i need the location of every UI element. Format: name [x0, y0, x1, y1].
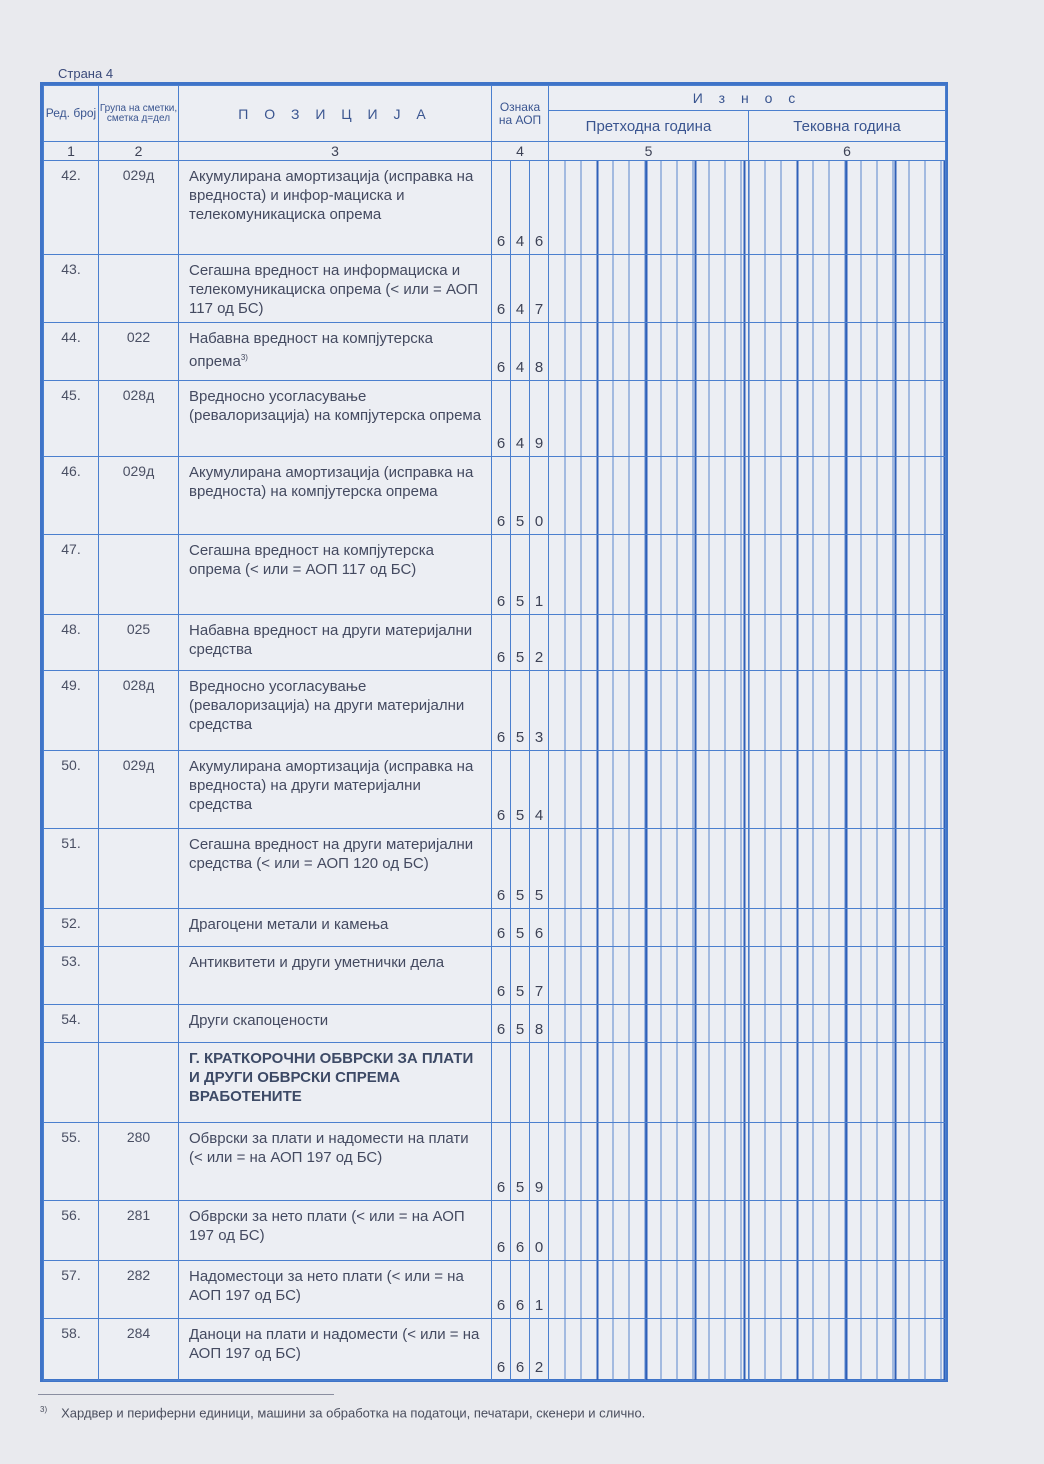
aop-code	[492, 255, 549, 323]
previous-year-amount-field[interactable]	[549, 1043, 749, 1123]
position-label	[179, 1123, 492, 1201]
current-year-amount-field[interactable]	[749, 161, 946, 255]
aop-digit: 5	[511, 909, 530, 946]
previous-year-amount-field[interactable]	[549, 1261, 749, 1319]
aop-digit: 2	[534, 1359, 544, 1376]
previous-year-amount-field[interactable]	[549, 1123, 749, 1201]
aop-digit: 5	[534, 887, 544, 904]
header-number-4: 4	[492, 142, 549, 161]
previous-year-amount-field[interactable]	[549, 615, 749, 671]
position-label	[179, 323, 492, 381]
aop-digits	[492, 1123, 548, 1200]
aop-digit: 9	[534, 435, 544, 452]
row-number: 54.	[44, 1005, 99, 1043]
aop-digit: 8	[534, 359, 544, 376]
aop-digit	[511, 1043, 530, 1122]
aop-code	[492, 1043, 549, 1123]
row-number: 52.	[44, 909, 99, 947]
header-number-3: 3	[179, 142, 492, 161]
account-group: 025	[99, 615, 179, 671]
row-number: 42.	[44, 161, 99, 255]
aop-digit: 7	[534, 983, 544, 1000]
previous-year-amount-field[interactable]	[549, 671, 749, 751]
aop-digit: 6	[534, 233, 544, 250]
aop-digits	[492, 381, 548, 456]
position-text: Други скапоцености	[189, 1012, 329, 1029]
footnote-divider	[38, 1394, 334, 1395]
account-group: 282	[99, 1261, 179, 1319]
position-label	[179, 615, 492, 671]
previous-year-amount-field[interactable]	[549, 457, 749, 535]
aop-digit: 4	[511, 161, 530, 254]
aop-digit: 6	[492, 381, 511, 456]
table-row	[44, 535, 946, 615]
row-number: 53.	[44, 947, 99, 1005]
position-text: Г. КРАТКОРОЧНИ ОБВРСКИ ЗА ПЛАТИ И ДРУГИ ОБВРСКИ СПРЕМА ВРАБОТЕНИТЕ	[189, 1050, 474, 1105]
account-group	[99, 947, 179, 1005]
current-year-amount-field[interactable]	[749, 255, 946, 323]
position-text: Акумулирана амортизација (исправка на вредноста) на други материјални средства	[189, 758, 474, 813]
current-year-amount-field[interactable]	[749, 909, 946, 947]
account-group	[99, 535, 179, 615]
aop-digits	[492, 1005, 548, 1042]
aop-code	[492, 909, 549, 947]
aop-digit: 5	[511, 457, 530, 534]
aop-digit: 5	[511, 1123, 530, 1200]
table-row	[44, 1005, 946, 1043]
aop-code	[492, 1201, 549, 1261]
header-current-year: Тековна година	[749, 111, 946, 142]
aop-code	[492, 947, 549, 1005]
aop-digits	[492, 909, 548, 946]
table-row	[44, 1123, 946, 1201]
table-row	[44, 1043, 946, 1123]
position-text: Надоместоци за нето плати (< или = на АОП 197 од БС)	[189, 1268, 464, 1304]
table-row	[44, 829, 946, 909]
aop-code	[492, 1123, 549, 1201]
header-row-number: Ред. број	[44, 86, 99, 142]
header-number-1: 1	[44, 142, 99, 161]
aop-digit: 5	[511, 751, 530, 828]
aop-digit: 6	[492, 323, 511, 380]
footnote-reference: 3)	[240, 353, 248, 362]
aop-code	[492, 671, 549, 751]
aop-digit: 6	[492, 671, 511, 750]
aop-digits	[492, 255, 548, 322]
row-number: 57.	[44, 1261, 99, 1319]
position-text: Антиквитети и други уметнички дела	[189, 954, 445, 971]
position-label	[179, 751, 492, 829]
balance-form-table	[43, 85, 946, 1381]
position-label	[179, 255, 492, 323]
aop-digit: 6	[492, 161, 511, 254]
position-text: Обврски за плати и надомести на плати (< или = на АОП 197 од БС)	[189, 1130, 469, 1166]
position-text: Сегашна вредност на компјутерска опрема (< или = АОП 117 од БС)	[189, 542, 434, 578]
row-number: 55.	[44, 1123, 99, 1201]
aop-digit: 5	[511, 829, 530, 908]
aop-digit: 6	[492, 1123, 511, 1200]
previous-year-amount-field[interactable]	[549, 1005, 749, 1043]
aop-digits	[492, 615, 548, 670]
current-year-amount-field[interactable]	[749, 1005, 946, 1043]
form-frame	[40, 82, 948, 1382]
aop-digit: 7	[534, 301, 544, 318]
aop-code	[492, 161, 549, 255]
account-group: 029д	[99, 751, 179, 829]
aop-digit: 3	[534, 729, 544, 746]
previous-year-amount-field[interactable]	[549, 161, 749, 255]
table-row	[44, 1319, 946, 1381]
position-text: Вредносно усогласување (ревалоризација) на компјутерска опрема	[189, 388, 482, 424]
account-group: 029д	[99, 161, 179, 255]
account-group: 028д	[99, 381, 179, 457]
table-row	[44, 615, 946, 671]
current-year-amount-field[interactable]	[749, 829, 946, 909]
aop-digit: 6	[492, 909, 511, 946]
position-label	[179, 947, 492, 1005]
aop-code	[492, 1261, 549, 1319]
row-number: 50.	[44, 751, 99, 829]
table-row	[44, 947, 946, 1005]
header-account-group: Група на сметки, сметка д=дел	[99, 86, 179, 142]
aop-digit	[530, 1043, 548, 1122]
row-number: 44.	[44, 323, 99, 381]
aop-digits	[492, 671, 548, 750]
row-number	[44, 1043, 99, 1123]
position-text: Набавна вредност на други материјални средства	[189, 622, 473, 658]
aop-digit: 6	[534, 925, 544, 942]
position-text: Даноци на плати и надомести (< или = на АОП 197 од БС)	[189, 1326, 480, 1362]
position-label	[179, 1319, 492, 1381]
aop-digit: 6	[511, 1261, 530, 1318]
current-year-amount-field[interactable]	[749, 1319, 946, 1381]
form-rows	[44, 161, 946, 1381]
aop-digits	[492, 323, 548, 380]
footnote-text: Хардвер и периферни единици, машини за обработка на податоци, печатари, скенери и слично.	[61, 1405, 646, 1421]
account-group: 022	[99, 323, 179, 381]
account-group: 284	[99, 1319, 179, 1381]
table-row	[44, 457, 946, 535]
table-row	[44, 751, 946, 829]
aop-digit	[492, 1043, 511, 1122]
aop-digit: 6	[492, 457, 511, 534]
aop-digits	[492, 1201, 548, 1260]
aop-digits	[492, 161, 548, 254]
position-label	[179, 671, 492, 751]
table-row	[44, 671, 946, 751]
position-text: Сегашна вредност на други материјални средства (< или = АОП 120 од БС)	[189, 836, 474, 872]
position-label	[179, 1261, 492, 1319]
current-year-amount-field[interactable]	[749, 751, 946, 829]
position-text: Сегашна вредност на информациска и телекомуникациска опрема (< или = АОП 117 од БС)	[189, 262, 479, 317]
aop-digit: 0	[534, 513, 544, 530]
position-label	[179, 1201, 492, 1261]
position-label	[179, 381, 492, 457]
aop-code	[492, 829, 549, 909]
account-group: 029д	[99, 457, 179, 535]
aop-digits	[492, 1261, 548, 1318]
current-year-amount-field[interactable]	[749, 671, 946, 751]
account-group	[99, 829, 179, 909]
position-label	[179, 829, 492, 909]
aop-code	[492, 457, 549, 535]
table-row	[44, 323, 946, 381]
aop-digit: 1	[534, 593, 544, 610]
previous-year-amount-field[interactable]	[549, 255, 749, 323]
current-year-amount-field[interactable]	[749, 1123, 946, 1201]
row-number: 47.	[44, 535, 99, 615]
position-label	[179, 457, 492, 535]
account-group	[99, 1005, 179, 1043]
aop-code	[492, 1319, 549, 1381]
previous-year-amount-field[interactable]	[549, 381, 749, 457]
aop-digit: 6	[492, 615, 511, 670]
header-aop: Ознака на АОП	[492, 86, 549, 142]
previous-year-amount-field[interactable]	[549, 1201, 749, 1261]
aop-digits	[492, 1043, 548, 1122]
aop-code	[492, 323, 549, 381]
aop-digit: 6	[492, 829, 511, 908]
aop-digit: 6	[492, 1005, 511, 1042]
current-year-amount-field[interactable]	[749, 381, 946, 457]
row-number: 46.	[44, 457, 99, 535]
current-year-amount-field[interactable]	[749, 535, 946, 615]
row-number: 51.	[44, 829, 99, 909]
aop-digits	[492, 751, 548, 828]
position-text: Акумулирана амортизација (исправка на вредноста) на компјутерска опрема	[189, 464, 474, 500]
aop-digit: 5	[511, 671, 530, 750]
position-text: Обврски за нето плати (< или = на АОП 197 од БС)	[189, 1208, 465, 1244]
previous-year-amount-field[interactable]	[549, 829, 749, 909]
aop-digit: 4	[511, 323, 530, 380]
section-heading	[179, 1043, 492, 1123]
row-number: 43.	[44, 255, 99, 323]
row-number: 58.	[44, 1319, 99, 1381]
position-text: Вредносно усогласување (ревалоризација) на други материјални средства	[189, 678, 465, 733]
header-position: П О З И Ц И Ј А	[179, 86, 492, 142]
header-number-6: 6	[749, 142, 946, 161]
aop-digits	[492, 829, 548, 908]
aop-digit: 6	[492, 751, 511, 828]
aop-digits	[492, 457, 548, 534]
position-text: Драгоцени метали и камења	[189, 916, 389, 933]
aop-digits	[492, 535, 548, 614]
current-year-amount-field[interactable]	[749, 1201, 946, 1261]
table-row	[44, 1201, 946, 1261]
position-text: Набавна вредност на компјутерска опрема	[189, 330, 434, 370]
row-number: 56.	[44, 1201, 99, 1261]
header-number-5: 5	[549, 142, 749, 161]
aop-digit: 4	[534, 807, 544, 824]
table-row	[44, 1261, 946, 1319]
footnote	[40, 1405, 645, 1420]
row-number: 49.	[44, 671, 99, 751]
aop-digit: 1	[534, 1297, 544, 1314]
position-label	[179, 1005, 492, 1043]
current-year-amount-field[interactable]	[749, 615, 946, 671]
account-group: 028д	[99, 671, 179, 751]
position-label	[179, 535, 492, 615]
previous-year-amount-field[interactable]	[549, 751, 749, 829]
footnote-marker: 3)	[40, 1405, 48, 1414]
header-number-2: 2	[99, 142, 179, 161]
aop-digit: 4	[511, 255, 530, 322]
aop-digit: 6	[492, 535, 511, 614]
aop-digit: 6	[511, 1201, 530, 1260]
table-row	[44, 909, 946, 947]
aop-digit: 5	[511, 947, 530, 1004]
aop-code	[492, 1005, 549, 1043]
table-row	[44, 255, 946, 323]
header-amount: И з н о с	[549, 86, 946, 111]
table-row	[44, 381, 946, 457]
row-number: 45.	[44, 381, 99, 457]
current-year-amount-field[interactable]	[749, 323, 946, 381]
aop-digits	[492, 947, 548, 1004]
position-text: Акумулирана амортизација (исправка на вредноста) и инфор-мациска и телекомуникациска опрема	[189, 168, 474, 223]
aop-digit: 5	[511, 615, 530, 670]
account-group: 281	[99, 1201, 179, 1261]
account-group	[99, 255, 179, 323]
previous-year-amount-field[interactable]	[549, 323, 749, 381]
position-label	[179, 161, 492, 255]
aop-digit: 0	[534, 1239, 544, 1256]
aop-digit: 5	[511, 1005, 530, 1042]
aop-code	[492, 381, 549, 457]
previous-year-amount-field[interactable]	[549, 535, 749, 615]
aop-digit: 2	[534, 649, 544, 666]
aop-digit: 5	[511, 535, 530, 614]
header-previous-year: Претходна година	[549, 111, 749, 142]
account-group	[99, 1043, 179, 1123]
previous-year-amount-field[interactable]	[549, 909, 749, 947]
aop-digit: 9	[534, 1179, 544, 1196]
current-year-amount-field[interactable]	[749, 1043, 946, 1123]
current-year-amount-field[interactable]	[749, 947, 946, 1005]
aop-digit: 6	[492, 1319, 511, 1380]
aop-digits	[492, 1319, 548, 1380]
page-label: Страна 4	[58, 66, 114, 81]
account-group	[99, 909, 179, 947]
account-group: 280	[99, 1123, 179, 1201]
table-row	[44, 161, 946, 255]
position-label	[179, 909, 492, 947]
previous-year-amount-field[interactable]	[549, 947, 749, 1005]
aop-digit: 6	[492, 947, 511, 1004]
aop-digit: 6	[492, 1261, 511, 1318]
aop-digit: 6	[492, 255, 511, 322]
row-number: 48.	[44, 615, 99, 671]
aop-digit: 4	[511, 381, 530, 456]
current-year-amount-field[interactable]	[749, 1261, 946, 1319]
aop-digit: 6	[511, 1319, 530, 1380]
aop-code	[492, 615, 549, 671]
current-year-amount-field[interactable]	[749, 457, 946, 535]
aop-digit: 8	[534, 1021, 544, 1038]
aop-code	[492, 535, 549, 615]
aop-digit: 6	[492, 1201, 511, 1260]
aop-code	[492, 751, 549, 829]
previous-year-amount-field[interactable]	[549, 1319, 749, 1381]
